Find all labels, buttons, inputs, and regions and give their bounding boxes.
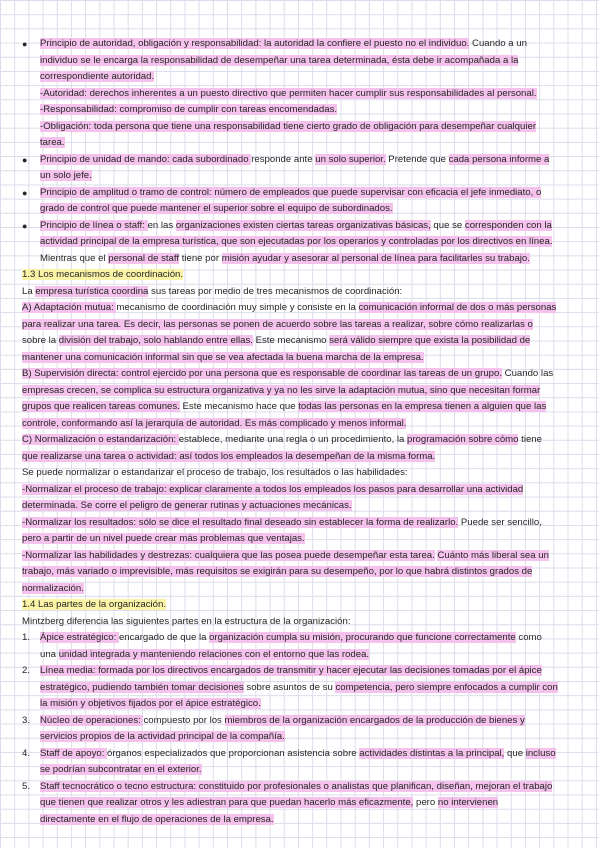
text-span: Puede ser sencillo, <box>458 516 542 528</box>
text-line <box>22 201 579 218</box>
text-span: Cuando a un <box>469 38 527 49</box>
highlighted-text: misión ayudar y asesorar al personal de línea para facilitarles su trabajo. <box>221 252 530 264</box>
highlighted-text: programación sobre cómo <box>407 434 519 445</box>
text-line <box>22 399 579 416</box>
highlighted-text: formada por los directivos encargados de transmitir y hacer ejecutar las decisiones tomadas por el ápice <box>98 665 542 676</box>
highlighted-text: controle, conformando así la jerarquía de autoridad. Es más complicado y menos informal. <box>22 417 407 429</box>
numbered-line <box>22 779 579 796</box>
list-number: 5. <box>22 780 31 792</box>
document-page <box>22 36 579 828</box>
text-line <box>22 234 579 251</box>
text-span: Pretende que <box>385 153 449 165</box>
highlighted-text: responsabilidad tiene cierto grado de obligación para desempeñar cualquier <box>213 120 537 132</box>
highlighted-text: -Normalizar el proceso de trabajo: <box>22 483 170 495</box>
text-line <box>22 102 579 119</box>
highlighted-text: constituido por profesionales o analistas que planifican, diseñan, mejoran el trabajo <box>198 780 553 792</box>
highlighted-text: Núcleo de operaciones: <box>40 714 144 726</box>
text-line <box>22 383 579 400</box>
highlighted-text: actividades distintas a la principal, <box>359 747 505 759</box>
highlighted-text: un solo superior. <box>315 153 386 165</box>
text-span: como <box>515 632 542 643</box>
highlighted-text: para realizar una tarea. Es decir, las personas se ponen de acuerdo sobre las tareas a realizar, sobre cómo realizarlas o <box>22 318 533 330</box>
bullet-marker: ● <box>22 220 28 231</box>
text-line <box>22 119 579 136</box>
text-line <box>22 581 579 598</box>
text-line <box>22 498 579 515</box>
highlighted-text: Principio de línea o staff: <box>40 219 148 231</box>
text-span: que <box>504 747 526 759</box>
highlighted-text: trabajo, más variado o imprevisible, más requisitos se exigirán para su desempeño, por lo que habrá distintos grados de <box>22 566 533 577</box>
highlighted-text: que realizarse una tarea o actividad: así todos los empleados la desempeñan de la misma forma. <box>22 450 436 462</box>
highlighted-text: -Autoridad: derechos inherentes a un puesto directivo que permiten hacer cumplir sus responsabilidades al personal. <box>40 87 537 99</box>
highlighted-text: B) Supervisión directa: <box>22 368 122 379</box>
text-span: Mientras que el <box>40 252 109 264</box>
text-line <box>22 432 579 449</box>
highlighted-text: A) Adaptación mutua: <box>22 302 117 313</box>
text-line <box>22 729 579 746</box>
highlighted-text: servicios propios de la actividad principal de la compañía. <box>40 731 285 742</box>
highlighted-text: Cuánto más liberal sea un <box>437 549 549 561</box>
bullet-line <box>22 185 579 202</box>
text-line <box>22 333 579 350</box>
text-span: pero <box>413 797 438 808</box>
text-line <box>22 597 579 614</box>
numbered-line <box>22 630 579 647</box>
text-line <box>22 300 579 317</box>
text-span: Este mecanismo hace que <box>179 401 299 412</box>
text-span: Se puede normalizar o estandarizar el proceso de trabajo, los resultados o las habilidades: <box>22 467 408 478</box>
list-number: 3. <box>22 714 31 726</box>
highlighted-text: sólo se dice el resultado final deseado sin establecer la forma de realizarlo. <box>138 516 459 528</box>
numbered-line <box>22 663 579 680</box>
highlighted-text: cualquiera que las posea puede desempeñar esta tarea. <box>194 549 435 561</box>
text-span: responde ante <box>251 153 316 165</box>
highlighted-text: empresas crecen, se complica su estructura organizativa y ya no les sirve la adaptación mutua, sino que necesitan formar <box>22 384 541 396</box>
highlighted-text: tomar decisiones <box>171 681 244 693</box>
text-span: Cuando las <box>502 368 554 379</box>
highlighted-text: determinada. Se corre el peligro de generar rutinas y actuaciones mecánicas. <box>22 500 352 511</box>
text-span: sobre asuntos de su <box>243 681 336 693</box>
highlighted-text: directamente en el flujo de operaciones de la empresa. <box>40 813 274 825</box>
highlighted-text: todas las personas en la empresa tienen a alguien que las <box>298 401 547 412</box>
highlighted-text: correspondiente autoridad. <box>40 71 155 82</box>
list-number: 2. <box>22 665 31 676</box>
highlighted-text: mantener una comunicación informal sin que se vea afectada la buena marcha de la empresa. <box>22 351 424 363</box>
text-line <box>22 680 579 697</box>
highlighted-text: C) Normalización o estandarización: <box>22 434 179 445</box>
text-line <box>22 614 579 631</box>
text-span: encargado de que la <box>118 632 210 643</box>
highlighted-text: unidad integrada y manteniendo relaciones con el entorno que las rodea. <box>58 648 370 660</box>
highlighted-text: no intervienen <box>437 797 499 808</box>
highlighted-text: que tienen que realizar otros y les adiestran para que puedan hacerlo más eficazmente, <box>40 797 414 808</box>
text-line <box>22 86 579 103</box>
bullet-marker: ● <box>22 154 28 165</box>
section-heading: 1.4 Las partes de la organización. <box>22 599 166 610</box>
text-span: Este mecanismo <box>252 335 330 346</box>
highlighted-text: será válido siempre que exista la posibilidad de <box>329 335 531 346</box>
list-number: 1. <box>22 632 31 643</box>
text-line <box>22 350 579 367</box>
highlighted-text: Principio de amplitud o tramo de control: número de empleados que puede supervisar con eficacia el jefe inmediato, o <box>40 186 542 198</box>
highlighted-text: la misión y objetivos fijados por el ápice estratégico. <box>40 698 261 709</box>
highlighted-text: organizaciones existen ciertas tareas organizativas básicas, <box>175 219 431 231</box>
highlighted-text: individuo se le encarga la responsabilidad de desempeñar una tarea determinada, ésta debe ir acompañada a la <box>40 54 519 66</box>
text-line <box>22 548 579 565</box>
highlighted-text: incluso <box>525 747 556 759</box>
text-span: Mintzberg diferencia las siguientes partes en la estructura de la organización: <box>22 615 351 627</box>
text-span: sobre la <box>22 335 59 346</box>
highlighted-text: organización cumpla su misión, procurando que funcione correctamente <box>209 632 516 643</box>
bullet-marker: ● <box>22 39 28 49</box>
text-line <box>22 449 579 466</box>
highlighted-text: un solo jefe. <box>40 170 92 181</box>
highlighted-text: división del trabajo, solo hablando entre ellas. <box>58 335 253 346</box>
highlighted-text: Principio de unidad de mando: cada subordinado <box>40 153 252 165</box>
highlighted-text: Línea media: <box>40 665 99 676</box>
highlighted-text: Staff tecnocrático o tecno estructura: <box>40 780 199 792</box>
text-span: órganos especializados que proporcionan asistencia sobre <box>107 747 360 759</box>
bullet-marker: ● <box>22 187 28 198</box>
bullet-line <box>22 36 579 53</box>
highlighted-text: normalización. <box>22 582 84 594</box>
highlighted-text: competencia, pero siempre enfocados a cumplir con <box>335 681 558 693</box>
text-line <box>22 482 579 499</box>
highlighted-text: personal de staff <box>108 252 180 264</box>
highlighted-text: Staff de apoyo: <box>40 747 108 759</box>
text-span: en las <box>147 219 176 231</box>
text-line <box>22 531 579 548</box>
highlighted-text: -Obligación: toda persona que tiene una <box>40 120 214 132</box>
text-span: compuesto por los <box>143 714 225 726</box>
text-line <box>22 416 579 433</box>
text-line <box>22 69 579 86</box>
highlighted-text: Ápice estratégico: <box>40 632 119 643</box>
section-heading: 1.3 Los mecanismos de coordinación. <box>22 269 184 280</box>
text-line <box>22 795 579 812</box>
bullet-line <box>22 152 579 169</box>
text-span: sus tareas por medio de tres mecanismos de coordinación: <box>148 285 403 297</box>
numbered-line <box>22 713 579 730</box>
highlighted-text: pero a partir de un nivel puede crear más problemas que ventajas. <box>22 533 305 544</box>
highlighted-text: empresa turística coordina <box>35 285 149 297</box>
text-line <box>22 284 579 301</box>
text-line <box>22 317 579 334</box>
text-span: La <box>22 285 36 297</box>
highlighted-text: grado de control que puede mantener el superior sobre el equipo de subordinados. <box>40 203 393 214</box>
highlighted-text: control ejercido por una persona que es responsable de coordinar las tareas de un grupo. <box>121 368 502 379</box>
highlighted-text: actividad principal de la empresa turística, que son ejecutadas por los operarios y controladas por los directivos en línea. <box>40 236 553 247</box>
text-line <box>22 251 579 268</box>
text-line <box>22 812 579 829</box>
highlighted-text: se podrían subcontratar en el exterior. <box>40 764 202 775</box>
highlighted-text: autoridad la confiere el puesto no el individuo. <box>274 38 470 49</box>
text-span: establece, mediante una regla o un procedimiento, la <box>178 434 408 445</box>
highlighted-text: -Normalizar los resultados: <box>22 516 139 528</box>
text-span: mecanismo de coordinación muy simple y consiste en la <box>116 302 359 313</box>
highlighted-text: tarea. <box>40 137 65 148</box>
highlighted-text: -Normalizar las habilidades y destrezas: <box>22 549 195 561</box>
text-line <box>22 135 579 152</box>
text-line <box>22 762 579 779</box>
highlighted-text: comunicación informal de dos o más personas <box>358 302 557 313</box>
highlighted-text: -Responsabilidad: compromiso de cumplir con tareas encomendadas. <box>40 104 338 115</box>
text-line <box>22 53 579 70</box>
highlighted-text: explicar claramente a todos los empleados los pasos para desarrollar una actividad <box>169 483 524 495</box>
text-line <box>22 564 579 581</box>
text-line <box>22 515 579 532</box>
highlighted-text: cada persona informe a <box>448 153 550 165</box>
highlighted-text: estratégico, pudiendo también <box>40 681 172 693</box>
text-line <box>22 267 579 284</box>
list-number: 4. <box>22 747 31 759</box>
highlighted-text: Principio de autoridad, obligación y responsabilidad: la <box>40 38 275 49</box>
text-span: que se <box>430 219 465 231</box>
highlighted-text: miembros de la organización encargados de la producción de bienes y <box>224 714 525 726</box>
text-line <box>22 647 579 664</box>
highlighted-text: corresponden con la <box>464 219 552 231</box>
bullet-line <box>22 218 579 235</box>
numbered-line <box>22 746 579 763</box>
text-line <box>22 168 579 185</box>
text-line <box>22 366 579 383</box>
text-line <box>22 465 579 482</box>
text-span: tiene por <box>179 252 222 264</box>
highlighted-text: grupos que realicen tareas comunes. <box>22 401 180 412</box>
text-span: tiene <box>518 434 542 445</box>
text-line <box>22 696 579 713</box>
text-span: una <box>40 648 59 660</box>
